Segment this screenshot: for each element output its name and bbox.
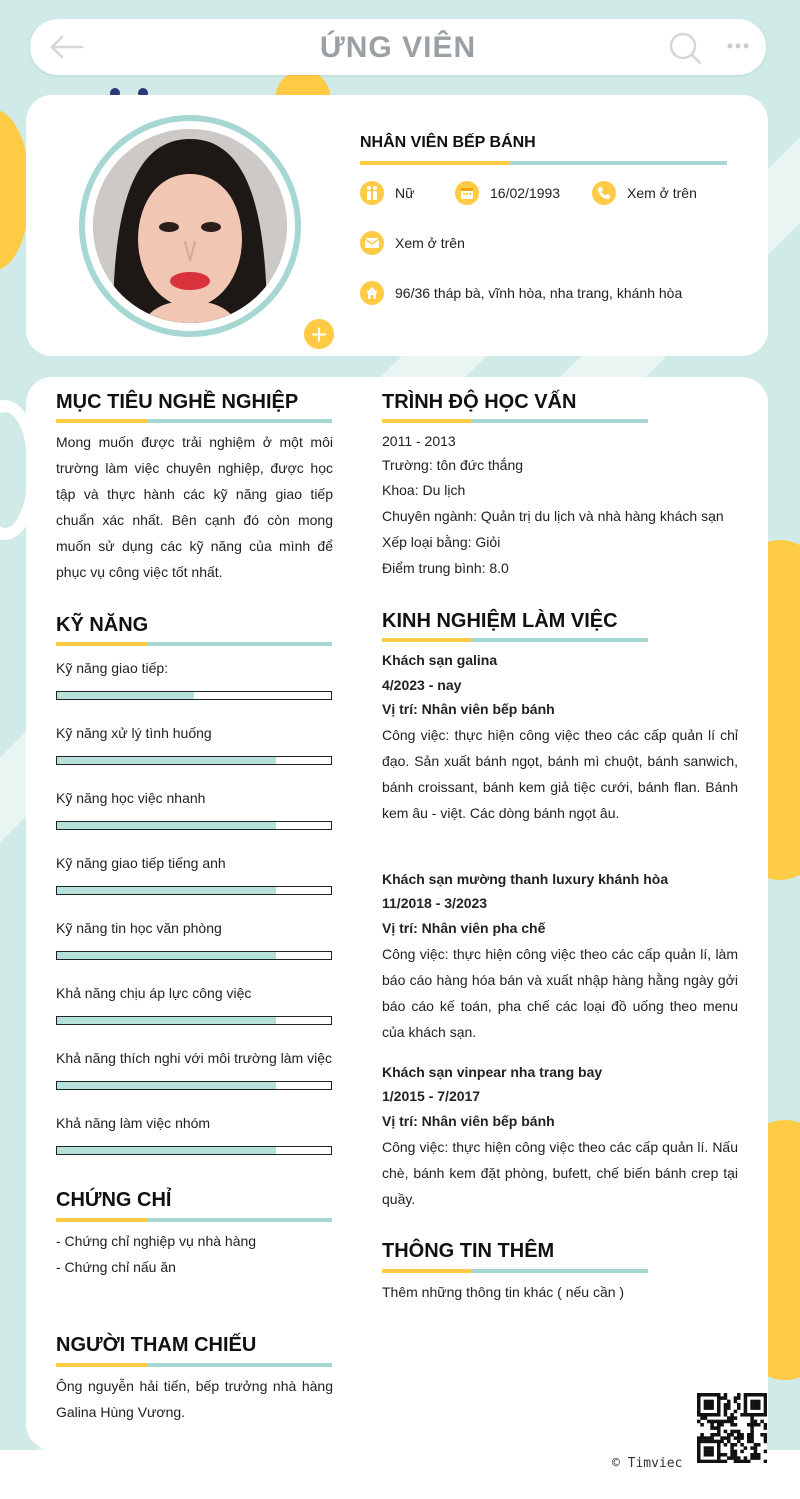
skill-level-fill: [57, 822, 276, 829]
skill-level-bar: [56, 1081, 332, 1090]
email-row: [360, 231, 465, 255]
home-icon: [360, 281, 384, 305]
search-icon[interactable]: [668, 31, 702, 65]
experience-underline: [382, 638, 648, 642]
job-position: Vị trí: Nhân viên pha chế: [382, 920, 546, 936]
profile-card: [26, 95, 768, 356]
calendar-icon: [455, 181, 479, 205]
education-gpa: Điểm trung bình: 8.0: [382, 560, 509, 576]
job-position: Vị trí: Nhân viên bếp bánh: [382, 701, 555, 717]
birthday-row: [455, 181, 560, 205]
extra-info-heading: THÔNG TIN THÊM: [382, 1240, 555, 1262]
skill-level-fill: [57, 952, 276, 959]
job-company: Khách sạn galina: [382, 652, 498, 668]
skill-label: Kỹ năng giao tiếp tiếng anh: [56, 855, 226, 871]
email-icon: [360, 231, 384, 255]
add-photo-button[interactable]: +: [302, 317, 336, 351]
objective-text: Mong muốn được trải nghiệm ở một môi trường làm việc chuyên nghiệp, được học tập và thực hành các kỹ năng giao tiếp chuẩn xác nhất. Bên cạnh đó còn mong muốn sử dụng các kỹ năng của mình để phục vụ công việc tốt nhất.: [56, 434, 333, 580]
objective-heading: MỤC TIÊU NGHỀ NGHIỆP: [56, 391, 299, 413]
title-underline: [360, 161, 727, 165]
job-company: Khách sạn mường thanh luxury khánh hòa: [382, 871, 669, 887]
gender-row: [360, 181, 414, 205]
skills-underline: [56, 642, 332, 646]
job-description: Công việc: thực hiện công việc theo các cấp quản lí chỉ đạo. Sản xuất bánh ngọt, bánh mì chuột, bánh sanwich, bánh croissant, bánh kem giả tiệc cưới, bánh flan. Bánh kem âu - việt. Các dòng bánh ngọt âu.: [382, 727, 738, 821]
education-heading: TRÌNH ĐỘ HỌC VẤN: [382, 391, 577, 413]
skill-label: Kỹ năng tin học văn phòng: [56, 920, 222, 936]
skill-label: Kỹ năng xử lý tình huống: [56, 725, 212, 741]
header-bar: [30, 19, 766, 75]
job-period: 1/2015 - 7/2017: [382, 1088, 481, 1104]
skill-level-fill: [57, 757, 276, 764]
skill-level-fill: [57, 1017, 276, 1024]
skill-label: Kỹ năng học việc nhanh: [56, 790, 206, 806]
address-value: 96/36 tháp bà, vĩnh hòa, nha trang, khánh hòa: [395, 285, 683, 301]
copyright-text: © Timviec: [612, 1456, 683, 1471]
address-row: [360, 281, 682, 305]
skill-level-bar: [56, 1016, 332, 1025]
education-underline: [382, 419, 648, 423]
skill-level-bar: [56, 821, 332, 830]
extra-info-text: Thêm những thông tin khác ( nếu cần ): [382, 1284, 625, 1300]
job-period: 4/2023 - nay: [382, 677, 462, 693]
education-major: Chuyên ngành: Quản trị du lịch và nhà hàng khách sạn: [382, 508, 724, 524]
job-position: Vị trí: Nhân viên bếp bánh: [382, 1113, 555, 1129]
skill-label: Khả năng thích nghi với môi trường làm việc: [56, 1050, 332, 1066]
skill-label: Kỹ năng giao tiếp:: [56, 660, 169, 676]
skill-label: Khả năng làm việc nhóm: [56, 1115, 211, 1131]
qr-code-icon[interactable]: [697, 1393, 767, 1463]
skill-level-fill: [57, 1082, 276, 1089]
skill-level-fill: [57, 1147, 276, 1154]
references-heading: NGƯỜI THAM CHIẾU: [56, 1334, 257, 1356]
birthday-value: 16/02/1993: [490, 185, 561, 201]
education-faculty: Khoa: Du lịch: [382, 482, 466, 498]
skill-level-bar: [56, 951, 332, 960]
avatar: [93, 129, 287, 323]
phone-icon: [592, 181, 616, 205]
job-description: Công việc: thực hiện công việc theo các cấp quản lí, làm báo cáo hàng hóa bán và xuất nhập hàng hằng ngày gởi báo cáo kế toán, pha chế các loại đồ uống theo menu của khách sạn.: [382, 946, 738, 1040]
job-period: 11/2018 - 3/2023: [382, 895, 488, 911]
experience-heading: KINH NGHIỆM LÀM VIỆC: [382, 610, 618, 632]
extra-info-underline: [382, 1269, 648, 1273]
job-title: NHÂN VIÊN BẾP BÁNH: [360, 134, 536, 151]
more-options-icon[interactable]: [726, 41, 750, 51]
certificate-item: - Chứng chỉ nghiệp vụ nhà hàng: [56, 1233, 257, 1249]
objective-underline: [56, 419, 332, 423]
education-rank: Xếp loại bằng: Giỏi: [382, 534, 501, 550]
job-description: Công việc: thực hiện công việc theo các cấp quản lí. Nấu chè, bánh kem đặt phòng, bufett, chế biến bánh crep tại quầy.: [382, 1139, 738, 1207]
gender-icon: [360, 181, 384, 205]
skill-level-bar: [56, 1146, 332, 1155]
page-title: ỨNG VIÊN: [319, 31, 477, 64]
resume-body-card: [26, 377, 768, 1450]
skills-heading: KỸ NĂNG: [56, 614, 149, 636]
education-period: 2011 - 2013: [382, 433, 456, 449]
email-value: Xem ở trên: [395, 235, 465, 251]
skill-level-bar: [56, 691, 332, 700]
certificates-underline: [56, 1218, 332, 1222]
job-company: Khách sạn vinpear nha trang bay: [382, 1064, 603, 1080]
education-school: Trường: tôn đức thắng: [382, 457, 524, 473]
references-underline: [56, 1363, 332, 1367]
skill-level-fill: [57, 887, 276, 894]
skill-label: Khả năng chịu áp lực công việc: [56, 985, 252, 1001]
phone-row: [592, 181, 697, 205]
gender-value: Nữ: [395, 185, 415, 201]
references-text: Ông nguyễn hải tiến, bếp trưởng nhà hàng Galina Hùng Vương.: [56, 1378, 333, 1420]
phone-value: Xem ở trên: [627, 185, 697, 201]
portrait-image: [93, 129, 287, 323]
certificates-heading: CHỨNG CHỈ: [56, 1189, 172, 1211]
skill-level-fill: [57, 692, 194, 699]
avatar-frame: [79, 115, 328, 350]
certificate-item: - Chứng chỉ nấu ăn: [56, 1259, 176, 1275]
skill-level-bar: [56, 886, 332, 895]
skill-level-bar: [56, 756, 332, 765]
